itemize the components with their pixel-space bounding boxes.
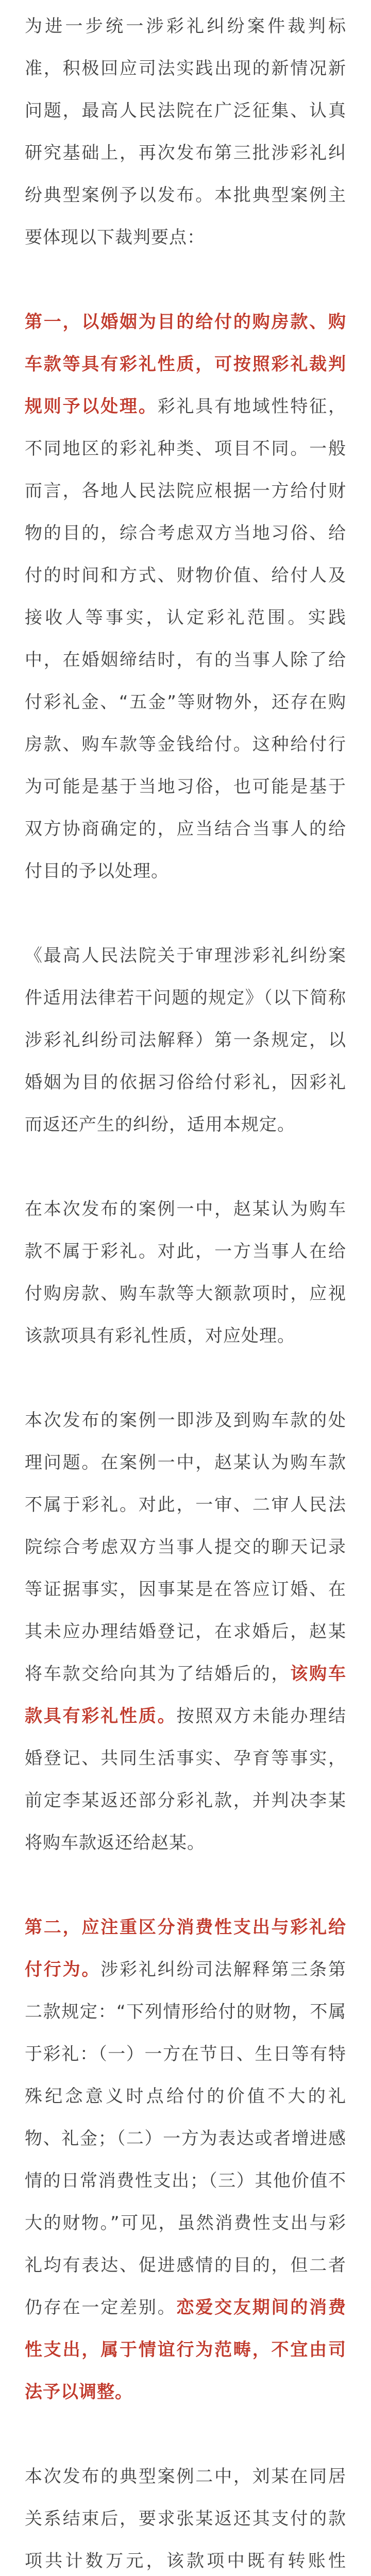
body-text: 为进一步统一涉彩礼纠纷案件裁判标准，积极回应司法实践出现的新情况新问题，最高人民法院在广泛征集、认真研究基础上，再次发布第三批涉彩礼纠纷典型案例予以发布。本批典型案例主要体现以下裁判要点： [25, 16, 346, 248]
emphasis-text: 恋爱交友期间的消费性支出，属于情谊行为范畴，不宜由司法予以调整。 [25, 2297, 346, 2402]
body-text: 《最高人民法院关于审理涉彩礼纠纷案件适用法律若干问题的规定》（以下简称涉彩礼纠纷司法解释）第一条规定，以婚姻为目的依据习俗给付彩礼，因彩礼而返还产生的纠纷，适用本规定。 [25, 945, 346, 1135]
paragraph-p3 [25, 935, 346, 1146]
body-text: 在本次发布的案例一中，赵某认为购车款不属于彩礼。对此，一方当事人在给付购房款、购车款等大额款项时，应视该款项具有彩礼性质，对应处理。 [25, 1199, 346, 1346]
body-text: 按照双方未能办理结婚登记、共同生活事实、孕育等事实，前定李某返还部分彩礼款，并判决李某将购车款返还给赵某。 [25, 1706, 346, 1853]
paragraph-p1 [25, 5, 346, 259]
paragraph-p4 [25, 1188, 346, 1357]
body-text: 涉彩礼纠纷司法解释第三条第二款规定：“下列情形给付的财物，不属于彩礼：（一）一方在节日、生日等有特殊纪念意义时点给付的价值不大的礼物、礼金；（二）一方为表达或者增进感情的日常消费性支出；（三）其他价值不大的财物。”可见，虽然消费性支出与彩礼均有表达、促进感情的目的，但二者仍存在一定差别。 [25, 1959, 346, 2318]
body-text: 本次发布的典型案例二中，刘某在同居关系结束后，要求张某返还其支付的款项共计数万元，该款项中既有转账性 [25, 2466, 346, 2571]
paragraph-p7 [25, 2455, 346, 2576]
paragraph-p5 [25, 1399, 346, 1864]
body-text: “五金”等财物外，还存在购房款、购车款等金钱给付。这种给付行为可能是基于当地习俗，也可能是基于双方协商确定的，应当结合当事人的给付目的予以处理。 [25, 692, 346, 882]
paragraph-p2 [25, 301, 346, 892]
section-lead: 第一，以婚姻为目的给付的购房款、购车款等具有彩礼性质，可按照彩礼裁判规则予以处理。 [25, 312, 346, 417]
emphasis-text: 该购车款具有彩礼性质。 [25, 1664, 346, 1726]
body-text: 本次发布的案例一即涉及到购车款的处理问题。在案例一中，赵某认为购车款不属于彩礼。对此，一审、二审人民法院综合考虑双方当事人提交的聊天记录等证据事实，因事某是在答应订婚、在其未应办理结婚登记，在求婚后，赵某将车款交给向其为了结婚后的， [25, 1410, 346, 1684]
section-lead: 第二，应注重区分消费性支出与彩礼给付行为。 [25, 1917, 346, 1980]
paragraph-p6 [25, 1906, 346, 2413]
body-text: 彩礼具有地域性特征，不同地区的彩礼种类、项目不同。一般而言，各地人民法院应根据一方给付财物的目的，综合考虑双方当地习俗、给付的时间和方式、财物价值、给付人及接收人等事实，认定彩礼范围。实践中，在婚姻缔结时，有的当事人除了给付彩礼金、 [25, 396, 346, 713]
